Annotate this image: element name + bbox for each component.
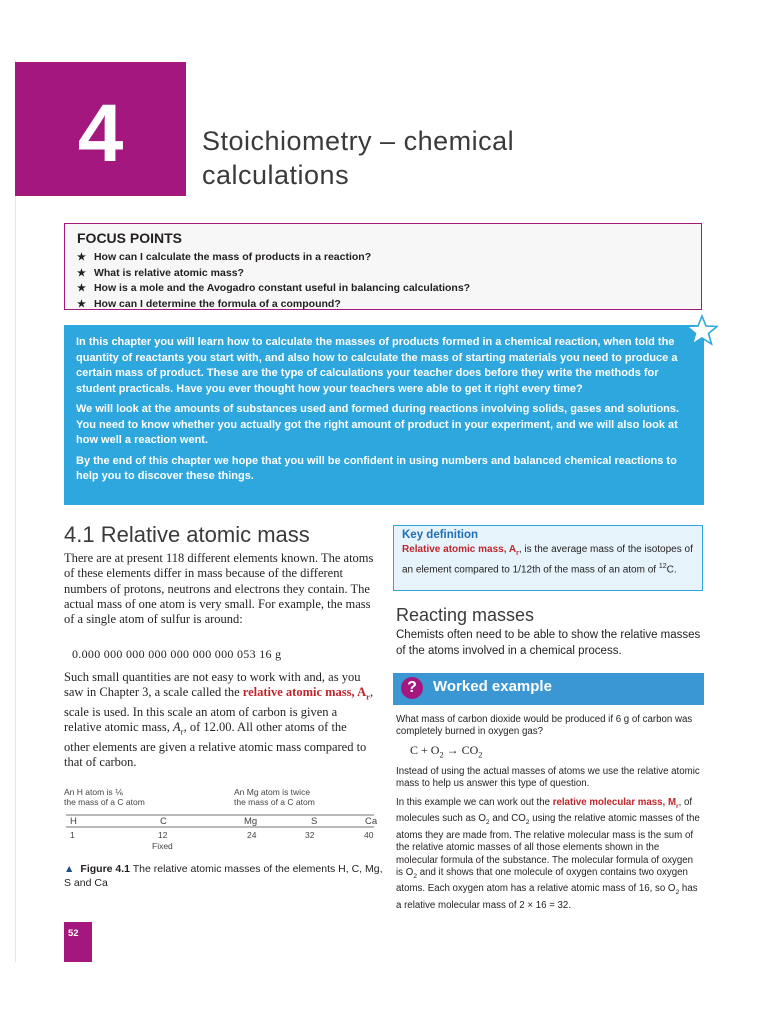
worked-example-question: What mass of carbon dioxide would be produced if 6 g of carbon was completely burned in oxygen gas?	[396, 714, 693, 738]
focus-point: ★ How is a mole and the Avogadro constant useful in balancing calculations?	[77, 281, 470, 297]
intro-paragraph: In this chapter you will learn how to calculate the masses of products formed in a chemical reaction, when told the quantity of reactants you start with, and also how to calculate the mass of starting materials you need to produce a certain mass of product. These are the type of calculations your teacher does before they write the methods for student practicals. Have you ever thought how your teachers were able to get it right every time?	[76, 336, 678, 395]
text-run: → CO	[443, 743, 479, 757]
focus-points-list	[77, 250, 470, 312]
focus-point: ★ What is relative atomic mass?	[77, 266, 470, 282]
figure-caption-text: The relative atomic masses of the elements H, C, Mg, S and Ca	[64, 863, 383, 889]
scale-value-label: 24	[247, 830, 257, 840]
subsection-heading: Reacting masses	[396, 605, 535, 625]
text-run: using the relative atomic masses of the atoms they are made from. The relative molecular mass is the sum of the relative atomic masses of all those elements shown in the molecular formula of the substance. The molecular formula of oxygen is O	[396, 813, 700, 878]
key-definition-box	[393, 525, 703, 591]
section-heading: 4.1 Relative atomic mass	[64, 522, 310, 547]
text-run: , is the average mass of the isotopes of an element compared to 1/12th of the mass of an atom of	[402, 544, 693, 575]
text-run: , of 12.00. All other atoms of the other elements are given a relative atomic mass compared to that of carbon.	[64, 720, 367, 770]
text-run: Such small quantities are not easy to work with and, as you saw in Chapter 3, a scale called the	[64, 670, 361, 700]
sulfur-mass-value: 0.000 000 000 000 000 000 000 053 16 g	[72, 647, 282, 661]
subscript: 2	[478, 750, 483, 760]
section-paragraph	[64, 670, 374, 771]
intro-paragraph: We will look at the amounts of substances used and formed during reactions involving solids, gases and solutions. You need to know whether you actually got the right amount of product in your experiment, and we will also look at how well a reaction went.	[76, 403, 680, 446]
scale-element-label: H	[70, 816, 77, 827]
text-run: has a relative molecular mass of 2 × 16 = 32.	[396, 883, 698, 911]
subscript: 2	[675, 889, 680, 897]
worked-example-banner	[393, 673, 704, 705]
text-run: C.	[666, 563, 677, 575]
superscript: 12	[658, 562, 667, 570]
scale-value-label: 32	[305, 830, 315, 840]
chapter-number-block	[15, 62, 186, 196]
scale-value-label: 40	[364, 830, 374, 840]
relative-mass-scale-figure	[64, 782, 394, 852]
figure-note-h: An H atom is ⅙	[64, 787, 124, 797]
figure-label: Figure 4.1	[80, 863, 131, 875]
text-run: A	[173, 720, 181, 735]
scale-value-label: 12	[158, 830, 168, 840]
scale-fixed-label: Fixed	[152, 841, 173, 851]
worked-example-paragraph	[396, 797, 702, 912]
intro-paragraph: By the end of this chapter we hope that you will be confident in using numbers and balanced chemical reactions to help you to discover these things.	[76, 454, 677, 482]
key-definition-title: Key definition	[402, 529, 479, 541]
text-run: and CO	[489, 813, 526, 825]
chapter-number: 4	[77, 88, 124, 179]
chemical-equation	[410, 743, 482, 759]
glossary-term	[402, 544, 519, 555]
scale-element-label: Ca	[365, 816, 378, 827]
page-number: 52	[68, 928, 79, 939]
figure-note-mg: An Mg atom is twice	[234, 787, 311, 797]
text-run: Relative atomic mass, A	[402, 544, 517, 555]
text-run: relative molecular mass, M	[552, 797, 677, 808]
subscript: r	[366, 691, 370, 702]
text-run: C + O	[410, 743, 440, 757]
focus-points-box	[64, 223, 702, 310]
focus-points-title: FOCUS POINTS	[77, 230, 183, 246]
question-mark-icon: ?	[401, 677, 423, 699]
triangle-icon: ▲	[64, 863, 75, 875]
scale-value-label: 1	[70, 830, 75, 840]
text-run: relative atomic mass, A	[242, 685, 367, 700]
text-run: , of molecules such as O	[396, 797, 693, 825]
worked-example-paragraph: Instead of using the actual masses of atoms we use the relative atomic mass to help us answer this type of question.	[396, 766, 700, 790]
focus-point: ★ How can I calculate the mass of products in a reaction?	[77, 250, 470, 266]
subscript: 2	[439, 750, 444, 760]
chapter-title-line2: calculations	[202, 160, 350, 190]
text-run: and it shows that one molecule of oxygen contains two oxygen atoms. Each oxygen atom has a relative atomic mass of 16, so O	[396, 866, 688, 895]
subscript: 2	[525, 819, 530, 827]
worked-example-title: Worked example	[433, 678, 552, 695]
section-paragraph: There are at present 118 different elements known. The atoms of these elements differ in mass because of the different numbers of protons, neutrons and electrons they contain. The actual mass of one atom is very small. For example, the mass of a single atom of sulfur is around:	[64, 551, 374, 627]
glossary-term	[553, 797, 679, 808]
page-number-tab	[64, 922, 92, 962]
figure-note-mg: the mass of a C atom	[234, 797, 315, 807]
subscript: 2	[485, 819, 490, 827]
figure-note-h: the mass of a C atom	[64, 797, 145, 807]
key-definition-text	[402, 544, 694, 576]
text-run: , scale is used. In this scale an atom of carbon is given a relative atomic mass,	[64, 685, 374, 735]
scale-element-label: Mg	[244, 816, 258, 827]
scale-element-label: S	[311, 816, 318, 827]
subscript: 2	[413, 872, 418, 880]
chapter-title	[202, 124, 514, 192]
figure-caption	[64, 862, 384, 890]
chapter-title-line1: Stoichiometry – chemical	[202, 126, 515, 156]
subscript: r	[516, 550, 519, 557]
focus-point: ★ How can I determine the formula of a compound?	[77, 297, 470, 313]
page-edge	[0, 60, 16, 962]
star-icon	[686, 314, 718, 346]
text-run: In this example we can work out the	[396, 797, 553, 808]
subscript: r	[180, 726, 184, 737]
chapter-intro-box	[64, 325, 704, 505]
glossary-term	[242, 685, 370, 702]
subsection-paragraph: Chemists often need to be able to show the relative masses of the atoms involved in a chemical process.	[396, 629, 701, 657]
subscript: r	[676, 802, 679, 810]
scale-element-label: C	[160, 816, 167, 827]
